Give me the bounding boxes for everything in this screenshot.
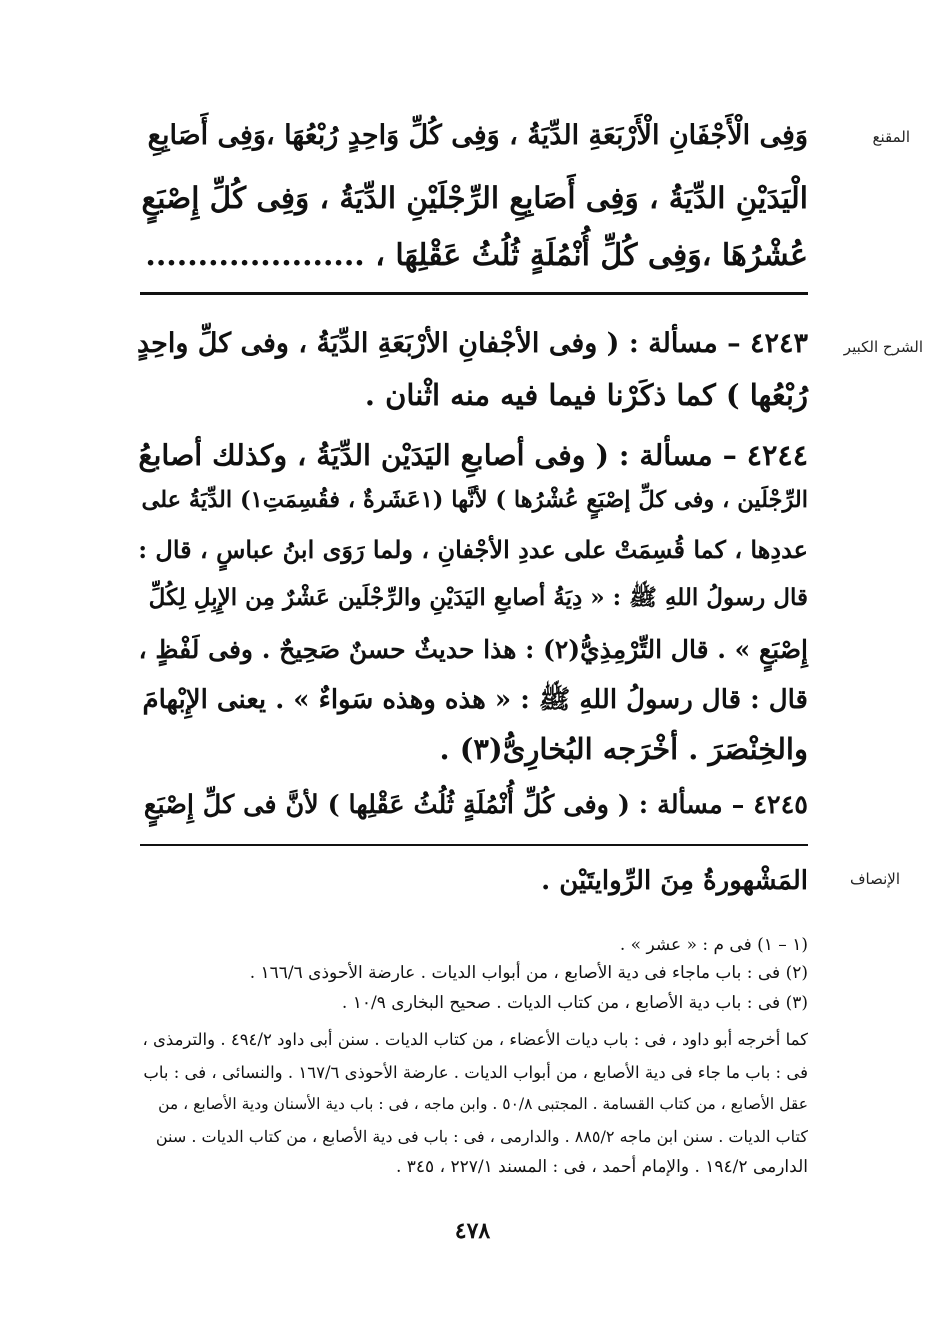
footnote-line: (٢) فى : باب ماجاء فى دية الأصابع ، من أبواب الديات . عارضة الأحوذى ١٦٦/٦ . [249, 963, 808, 983]
footnote-line: كتاب الديات . سنن ابن ماجه ٨٨٥/٢ . والدارمى ، فى : باب فى دية الأصابع ، من كتاب الديات . سنن [155, 1127, 808, 1146]
footnote-line: عقل الأصابع ، من كتاب القسامة . المجتبى ٥٠/٨ . وابن ماجه ، فى : باب دية الأسنان ودية الأصابع ، من [158, 1095, 808, 1113]
sharh-line: عددِها ، كما قُسِمَتْ على عددِ الأجْفانِ ، ولما رَوَى ابنُ عباسٍ ، قال : [138, 535, 808, 564]
label-insaf: الإنصاف [849, 870, 900, 888]
footnote-line: فى : باب ما جاء فى دية الأصابع ، من أبواب الديات . عارضة الأحوذى ١٦٧/٦ . والنسائى ، فى : باب [143, 1063, 808, 1082]
footnote-line: كما أخرجه أبو داود ، فى : باب ديات الأعضاء ، من كتاب الديات . سنن أبى داود ٤٩٤/٢ . والترمذى ، [142, 1030, 808, 1049]
sharh-line: قال : قال رسولُ اللهِ ﷺ : « هذه وهذه سَواءٌ » . يعنى الإِبْهامَ [142, 685, 808, 715]
insaf-line: المَشْهورةُ مِنَ الرِّوايتَيْن . [541, 866, 808, 896]
sharh-line: ٤٢٤٥ – مسألة : ( وفى كُلِّ أُنْمُلَةٍ ثُلُثُ عَقْلِها ) لأنَّ فى كلِّ إِصْبَعٍ [143, 790, 808, 820]
muqni-line: الْيَدَيْنِ الدِّيَةُ ، وَفِى أَصَابِعِ الرِّجْلَيْنِ الدِّيَةُ ، وَفِى كُلِّ إِصْبَعٍ [141, 180, 808, 215]
sharh-line: والخِنْصَرَ . أخْرَجه البُخارِىُّ(٣) . [439, 732, 808, 766]
footnote-line: (١ – ١) فى م : « عشر » . [619, 935, 808, 955]
footnote-line: الدارمى ١٩٤/٢ . والإمام أحمد ، فى : المسند ٢٢٧/١ ، ٣٤٥ . [395, 1157, 808, 1177]
footnote-line: (٣) فى : باب دية الأصابع ، من كتاب الديات . صحيح البخارى ١٠/٩ . [341, 993, 808, 1013]
sharh-line: ٤٢٤٤ – مسألة : ( وفى أصابعِ اليَدَيْن الدِّيَةُ ، وكذلك أصابعُ [138, 438, 808, 472]
sharh-line: ٤٢٤٣ – مسألة : ( وفى الأجْفانِ الأرْبَعَةِ الدِّيَةُ ، وفى كلِّ واحِدٍ [137, 328, 808, 359]
label-sharh: الشرح الكبير [843, 338, 923, 356]
sharh-line: قال رسولُ اللهِ ﷺ : « دِيَةُ أصابعِ اليَدَيْنِ والرِّجْلَين عَشْرٌ مِن الإِبِلِ لِكُلِّ [148, 584, 808, 611]
sharh-line: رُبْعُها ) كما ذكَرْنا فيما فيه منه اثْنان . [364, 378, 808, 412]
muqni-line: وَفِى الْأَجْفَانِ الْأَرْبَعَةِ الدِّيَةُ ، وَفِى كُلِّ وَاحِدٍ رُبْعُهَا ،وَفِى أَصَابِعِ [147, 120, 808, 151]
section-divider [140, 844, 808, 846]
page-number: ٤٧٨ [454, 1218, 491, 1244]
sharh-line: الرِّجْلَين ، وفى كلِّ إصْبَعٍ عُشْرُها ) لأنَّها (١عَشَرةٌ ، فقُسِمَتِ١) الدِّيَةُ على [141, 487, 808, 513]
section-divider [140, 292, 808, 295]
label-muqni: المقنع [872, 128, 910, 146]
muqni-line: عُشْرُهَا ،وَفِى كُلِّ أُنْمُلَةٍ ثُلُثُ عَقْلِهَا ، ..................... [145, 238, 808, 273]
sharh-line: إِصْبَعٍ » . قال التِّرْمِذِيُّ(٢) : هذا حديثٌ حسنٌ صَحِيحٌ . وفى لَفْظٍ ، [138, 635, 808, 664]
